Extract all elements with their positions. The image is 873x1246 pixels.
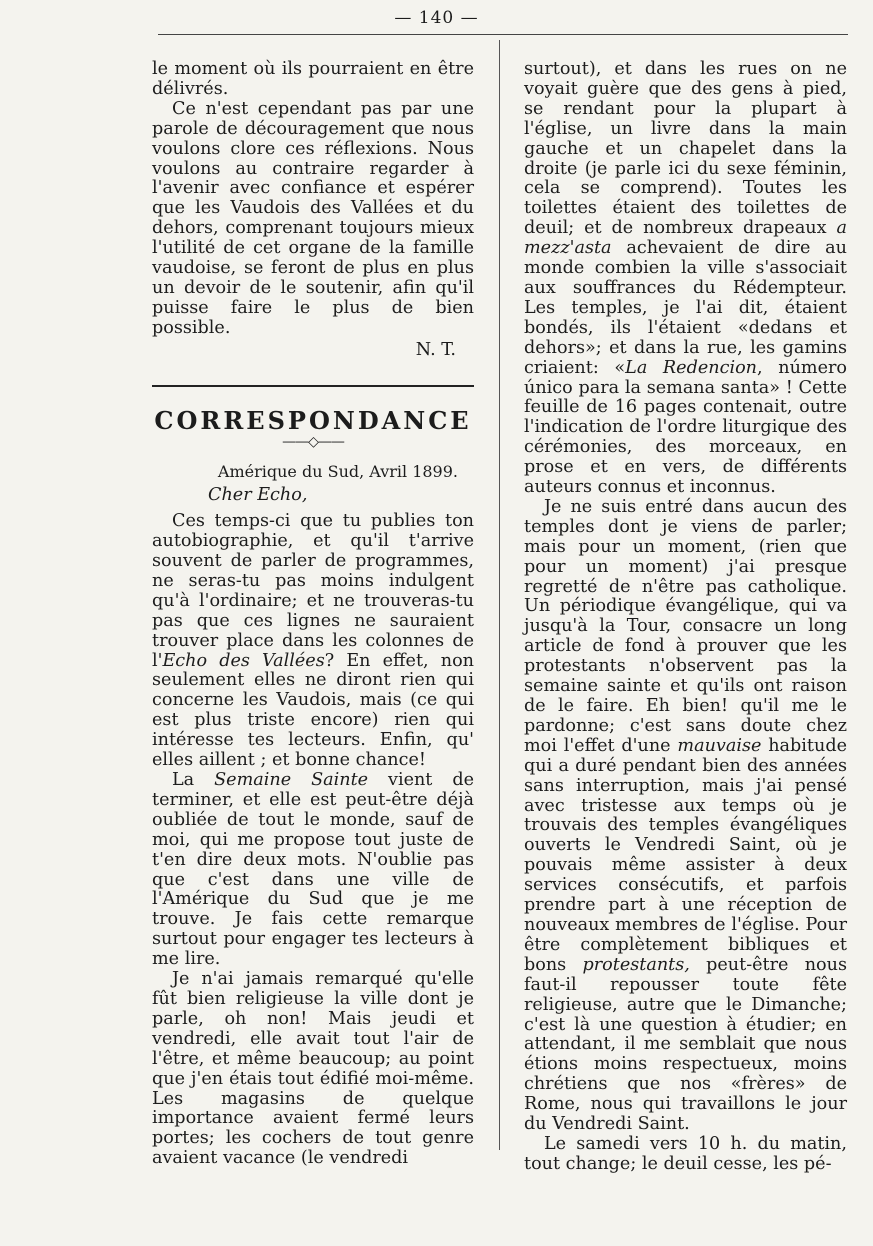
emphasis-text: La Redencion	[625, 357, 758, 378]
paragraph-text: habitude qui a duré pendant bien des années sans interruption, mais j'ai pensé avec tristesse aux temps où je trouvais des temples évangéliques ouverts le Vendredi Saint, où je pouvais même assister à deux services consécutifs, et parfois prendre part à une réception de nouveaux membres de l'église. Pour être complètement bibliques et bons	[524, 735, 847, 975]
author-signature: N. T.	[415, 339, 456, 360]
continued-text: le moment où ils pourraient en être délivrés.	[152, 59, 474, 99]
header-rule	[158, 34, 848, 35]
section-divider	[152, 385, 474, 387]
paragraph-text: peut-être nous faut-il repousser toute fête religieuse, autre que le Dimanche; c'est là une question à étudier; en attendant, il me semblait que nous étions moins respectueux, moins chrétiens que nos «frères» de Rome, nous qui travaillons le jour du Vendredi Saint.	[524, 954, 847, 1135]
left-column	[152, 60, 474, 1169]
ornament-divider: ——◇——	[282, 433, 344, 450]
emphasis-text: Semaine Sainte	[214, 770, 369, 790]
paragraph-text: ? En effet, non seulement elles ne diront rien qui concerne les Vaudois, mais (ce qui est plus triste encore) rien qui intéresse tes lecteurs. Enfin, qu' elles aillent ; et bonne chance!	[152, 650, 474, 771]
letter-paragraph-3: Je n'ai jamais remarqué qu'elle fût bien religieuse la ville dont je parle, oh non! Mais jeudi et vendredi, elle avait tout l'air de l'être, et même beaucoup; au point que j'en étais tout édifié moi-même. Les magasins de quelque importance avaient fermé leurs portes; les cochers de tout genre avaient vacance (le vendredi	[152, 969, 474, 1169]
letter-paragraph-4	[524, 60, 847, 498]
paragraph-text: surtout), et dans les rues on ne voyait guère que des gens à pied, se rendant pour la plupart à l'église, un livre dans la main gauche et un chapelet dans la droite (je parle ici du sexe féminin, cela se comprend). Toutes les toilettes étaient des toilettes de deuil; et de nombreux drapeaux	[524, 59, 847, 239]
letter-paragraph-5	[524, 498, 847, 1135]
section-title: CORRESPONDANCE	[154, 405, 472, 435]
letter-paragraph-1	[152, 512, 474, 771]
emphasis-text: a mezz'asta	[524, 218, 847, 259]
journal-title: Echo des Vallées	[162, 650, 325, 671]
paragraph-text: La	[172, 770, 215, 790]
letter-paragraph-6: Le samedi vers 10 h. du matin, tout change; le deuil cesse, les pé-	[524, 1133, 847, 1174]
letter-salutation: Cher Echo,	[208, 485, 308, 506]
paragraph-text: , número único para la semana santa» ! Cette feuille de 16 pages contenait, outre l'indication de l'ordre liturgique des cérémonies, des morceaux, en prose et en vers, de différents auteurs connus et inconnus.	[524, 357, 847, 498]
emphasis-text: mauvaise	[677, 735, 762, 756]
paragraph-text: Ces temps-ci que tu publies ton autobiographie, et qu'il t'arrive souvent de parler de programmes, ne seras-tu pas moins indulgent qu'à l'ordinaire; et ne trouveras-tu pas que ces lignes ne sauraient trouver place dans les colonnes de l'	[152, 511, 474, 671]
page-number: — 140 —	[394, 8, 479, 28]
right-column	[524, 60, 847, 1175]
paragraph-text: vient de terminer, et elle est peut-être déjà oubliée de tout le monde, sauf de moi, qui me propose tout juste de t'en dire deux mots. N'oublie pas que c'est dans une ville de l'Amérique du Sud que je me trouve. Je fais cette remarque surtout pour engager tes lecteurs à me lire.	[152, 770, 474, 970]
emphasis-text: protestants,	[582, 954, 690, 975]
closing-paragraph: Ce n'est cependant pas par une parole de découragement que nous voulons clore ces réflexions. Nous voulons au contraire regarder à l'avenir avec confiance et espérer que les Vaudois des Vallées et du dehors, comprenant toujours mieux l'utilité de cet organe de la famille vaudoise, se feront de plus en plus un devoir de le soutenir, afin qu'il puisse faire le plus de bien possible.	[152, 98, 474, 338]
column-divider	[499, 40, 500, 1150]
paragraph-text: Je ne suis entré dans aucun des temples dont je viens de parler; mais pour un moment, (rien que pour un moment) j'ai presque regretté de n'être pas catholique. Un périodique évangélique, qui va jusqu'à la Tour, consacre un long article de fond à prouver que les protestants n'observent pas la semaine sainte et qu'ils ont raison de le faire. Eh bien! qu'il me le pardonne; c'est sans doute chez moi l'effet d'une	[524, 496, 847, 756]
paragraph-text: achevaient de dire au monde combien la ville s'associait aux souffrances du Rédempteur. Les temples, je l'ai dit, étaient bondés, ils l'étaient «dedans et dehors»; et dans la rue, les gamins criaient: «	[524, 238, 847, 378]
letter-paragraph-2	[152, 771, 474, 970]
letter-dateline: Amérique du Sud, Avril 1899.	[217, 462, 458, 482]
